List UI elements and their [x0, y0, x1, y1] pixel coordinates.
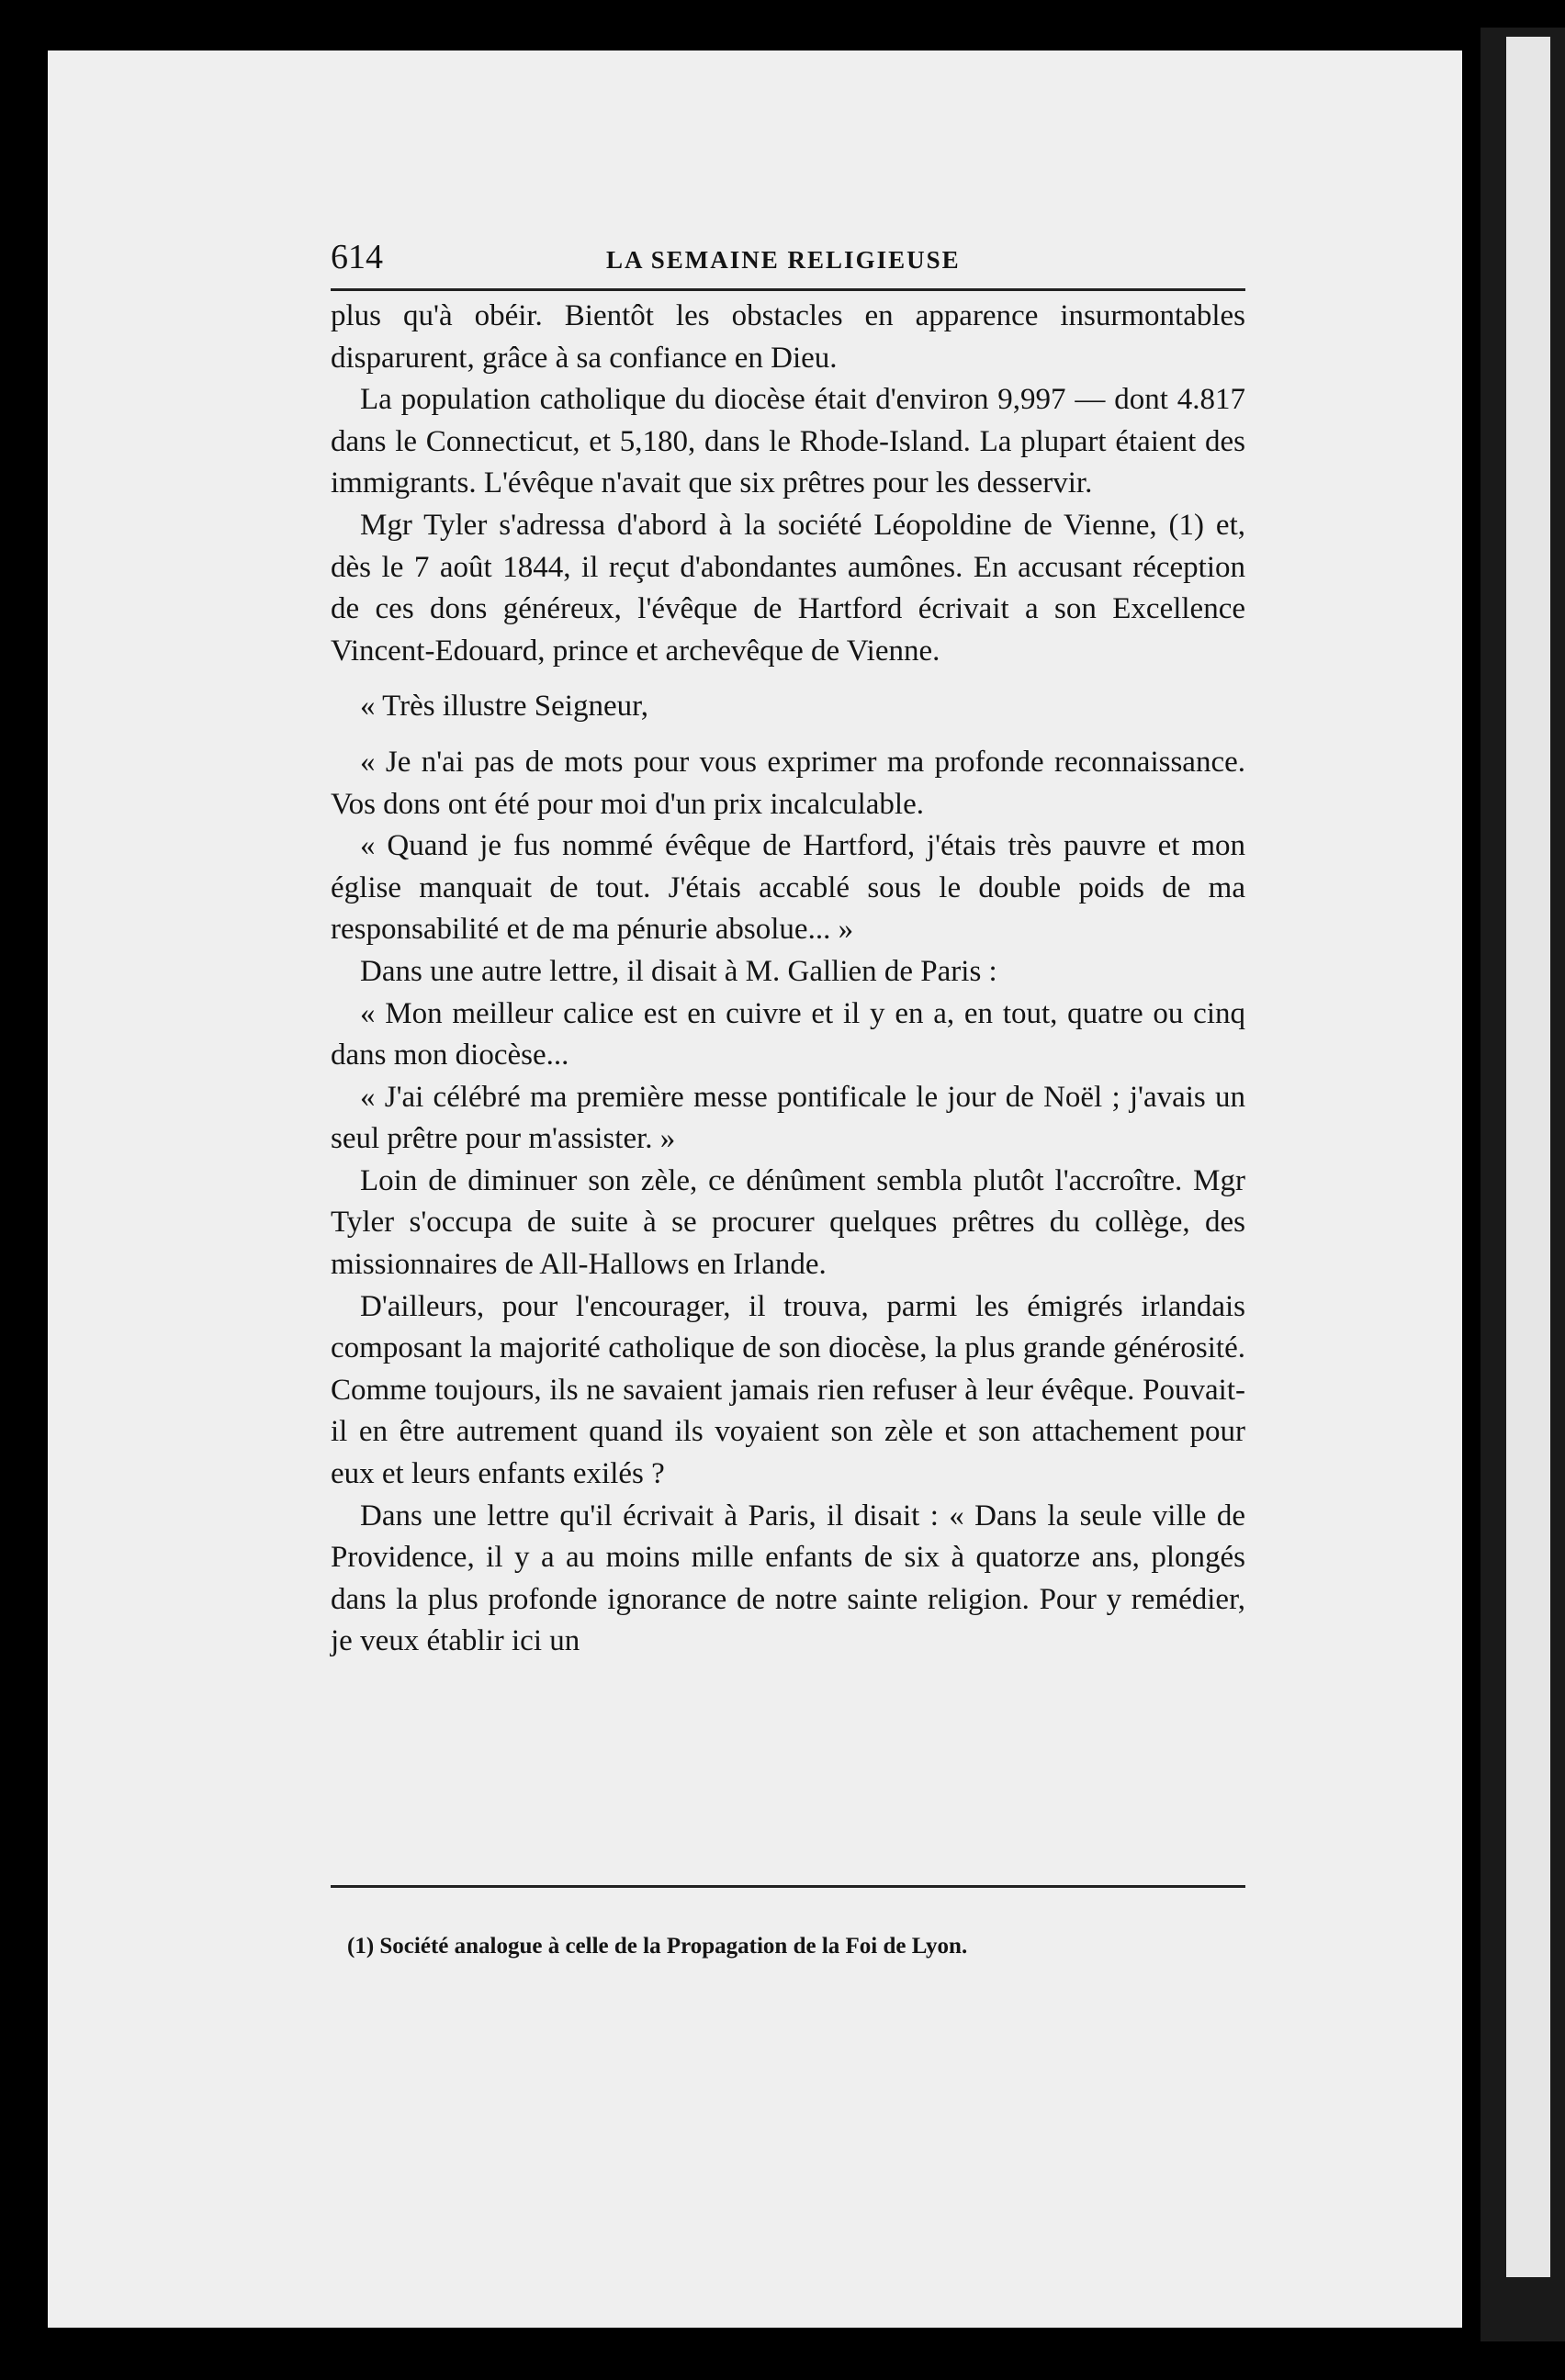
paragraph: « Quand je fus nommé évêque de Hartford, j'étais très pauvre et mon église manquait de tout. J'étais accablé sous le double poids de ma responsabilité et de ma pénurie absolue... »	[331, 829, 1245, 947]
paragraph: La population catholique du diocèse était d'environ 9,997 — dont 4.817 dans le Connecticut, et 5,180, dans le Rhode-Island. La plupart étaient des immigrants. L'évêque n'avait que six prêtres pour les desservir.	[331, 383, 1245, 500]
paragraph: « Mon meilleur calice est en cuivre et il y en a, en tout, quatre ou cinq dans mon diocèse...	[331, 996, 1245, 1072]
paragraph: D'ailleurs, pour l'encourager, il trouva, parmi les émigrés irlandais composant la majorité catholique de son diocèse, la plus grande générosité. Comme toujours, ils ne savaient jamais rien refuser à leur évêque. Pouvait-il en être autrement quand ils voyaient son zèle et son attachement pour eux et leurs enfants exilés ?	[331, 1289, 1245, 1491]
paragraph: Dans une autre lettre, il disait à M. Gallien de Paris :	[360, 954, 997, 988]
adjacent-page-strip	[1506, 37, 1550, 2277]
running-head	[331, 234, 1249, 280]
salutation: « Très illustre Seigneur,	[360, 690, 649, 724]
footnote-rule	[331, 1885, 1245, 1888]
paragraph: Dans une lettre qu'il écrivait à Paris, il disait : « Dans la seule ville de Providence, il y a au moins mille enfants de six à quatorze ans, plongés dans la plus profonde ignorance de notre sainte religion. Pour y remédier, je veux établir ici un	[331, 1499, 1245, 1658]
page-number: 614	[331, 238, 383, 276]
journal-title: LA SEMAINE RELIGIEUSE	[606, 246, 961, 274]
paragraph: « J'ai célébré ma première messe pontificale le jour de Noël ; j'avais un seul prêtre pour m'assister. »	[331, 1080, 1245, 1156]
paragraph: Loin de diminuer son zèle, ce dénûment sembla plutôt l'accroître. Mgr Tyler s'occupa de suite à se procurer quelques prêtres du collège, des missionnaires de All-Hallows en Irlande.	[331, 1163, 1245, 1282]
adjacent-page-edge	[1481, 28, 1565, 2341]
paragraph: Mgr Tyler s'adressa d'abord à la société Léopoldine de Vienne, (1) et, dès le 7 août 1844, il reçut d'abondantes aumônes. En accusant réception de ces dons généreux, l'évêque de Hartford écrivait a son Excellence Vincent-Edouard, prince et archevêque de Vienne.	[331, 508, 1245, 668]
body-text	[331, 296, 1245, 1663]
header-rule	[331, 288, 1245, 291]
paragraph: plus qu'à obéir. Bientôt les obstacles en apparence insurmontables disparurent, grâce à sa confiance en Dieu.	[331, 299, 1245, 375]
paragraph: « Je n'ai pas de mots pour vous exprimer ma profonde reconnaissance. Vos dons ont été pour moi d'un prix incalculable.	[331, 745, 1245, 821]
footnote: (1) Société analogue à celle de la Propagation de la Foi de Lyon.	[347, 1934, 968, 1959]
